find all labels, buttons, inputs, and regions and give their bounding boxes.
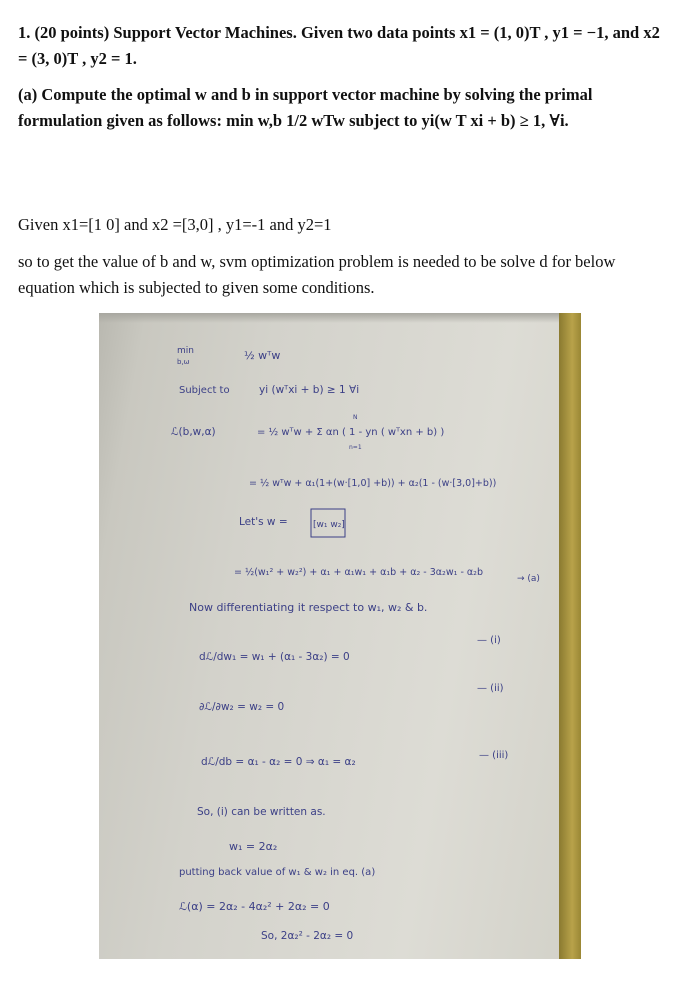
handwritten-solution-photo (99, 313, 581, 959)
answer-given: Given x1=[1 0] and x2 =[3,0] , y1=-1 and y2=1 (18, 215, 332, 234)
hw-constraint: yi (wᵀxi + b) ≥ 1 ∀i (259, 384, 360, 396)
hw-tag-a: → (a) (517, 574, 540, 584)
hw-derivative-b: dℒ/db = α₁ - α₂ = 0 ⇒ α₁ = α₂ (201, 756, 356, 768)
hw-lagrangian-label: ℒ(b,w,α) (171, 426, 216, 438)
question-part-a: (a) Compute the optimal w and b in support vector machine by solving the primal formulation given as follows: min w,b 1/2 wTw subject to yi(w T xi + b) ≥ 1, ∀i. (18, 85, 593, 130)
hw-expansion: = ½ wᵀw + α₁(1+(w·[1,0] +b)) + α₂(1 - (w·[3,0]+b)) (249, 478, 497, 489)
hw-so-can-be-written: So, (i) can be written as. (197, 806, 326, 818)
hw-w-vector: [w₁ w₂] (313, 520, 345, 530)
hw-w1-result: w₁ = 2α₂ (229, 840, 278, 853)
hw-lagrangian: = ½ wᵀw + Σ αn ( 1 - yn ( wᵀxn + b) ) (257, 427, 445, 438)
hw-subject-to: Subject to (179, 385, 230, 396)
hw-simplified: = ½(w₁² + w₂²) + α₁ + α₁w₁ + α₁b + α₂ - 3α₂w₁ - α₂b (234, 567, 483, 578)
hw-derivative-w1: dℒ/dw₁ = w₁ + (α₁ - 3α₂) = 0 (199, 651, 350, 663)
question-title: 1. (20 points) Support Vector Machines. Given two data points x1 = (1, 0)T , y1 = −1, and x2 = (3, 0)T , y2 = 1. (18, 23, 660, 68)
hw-dual: ℒ(α) = 2α₂ - 4α₂² + 2α₂ = 0 (179, 900, 330, 913)
hw-objective: ½ wᵀw (244, 349, 281, 362)
hw-tag-iii: — (iii) (479, 750, 509, 761)
hw-min-sub: b,ω (177, 358, 190, 366)
hw-lets-w: Let's w = (239, 516, 288, 528)
hw-tag-i: — (i) (477, 635, 501, 646)
hw-sum-upper: N (353, 414, 358, 421)
hw-min: min (177, 346, 194, 356)
answer-intro: so to get the value of b and w, svm optimization problem is needed to be solve d for below equation which is subjected to given some conditions. (18, 252, 616, 297)
hw-putting-back: putting back value of w₁ & w₂ in eq. (a) (179, 867, 376, 878)
hw-derivative-w2: ∂ℒ/∂w₂ = w₂ = 0 (199, 701, 285, 713)
handwriting-canvas (99, 313, 581, 959)
hw-sum-lower: n=1 (349, 444, 362, 451)
answer-block (18, 212, 668, 312)
hw-tag-ii: — (ii) (477, 683, 504, 694)
question-block (18, 20, 668, 144)
hw-final: So, 2α₂² - 2α₂ = 0 (261, 930, 354, 942)
hw-differentiating: Now differentiating it respect to w₁, w₂ & b. (189, 601, 428, 614)
